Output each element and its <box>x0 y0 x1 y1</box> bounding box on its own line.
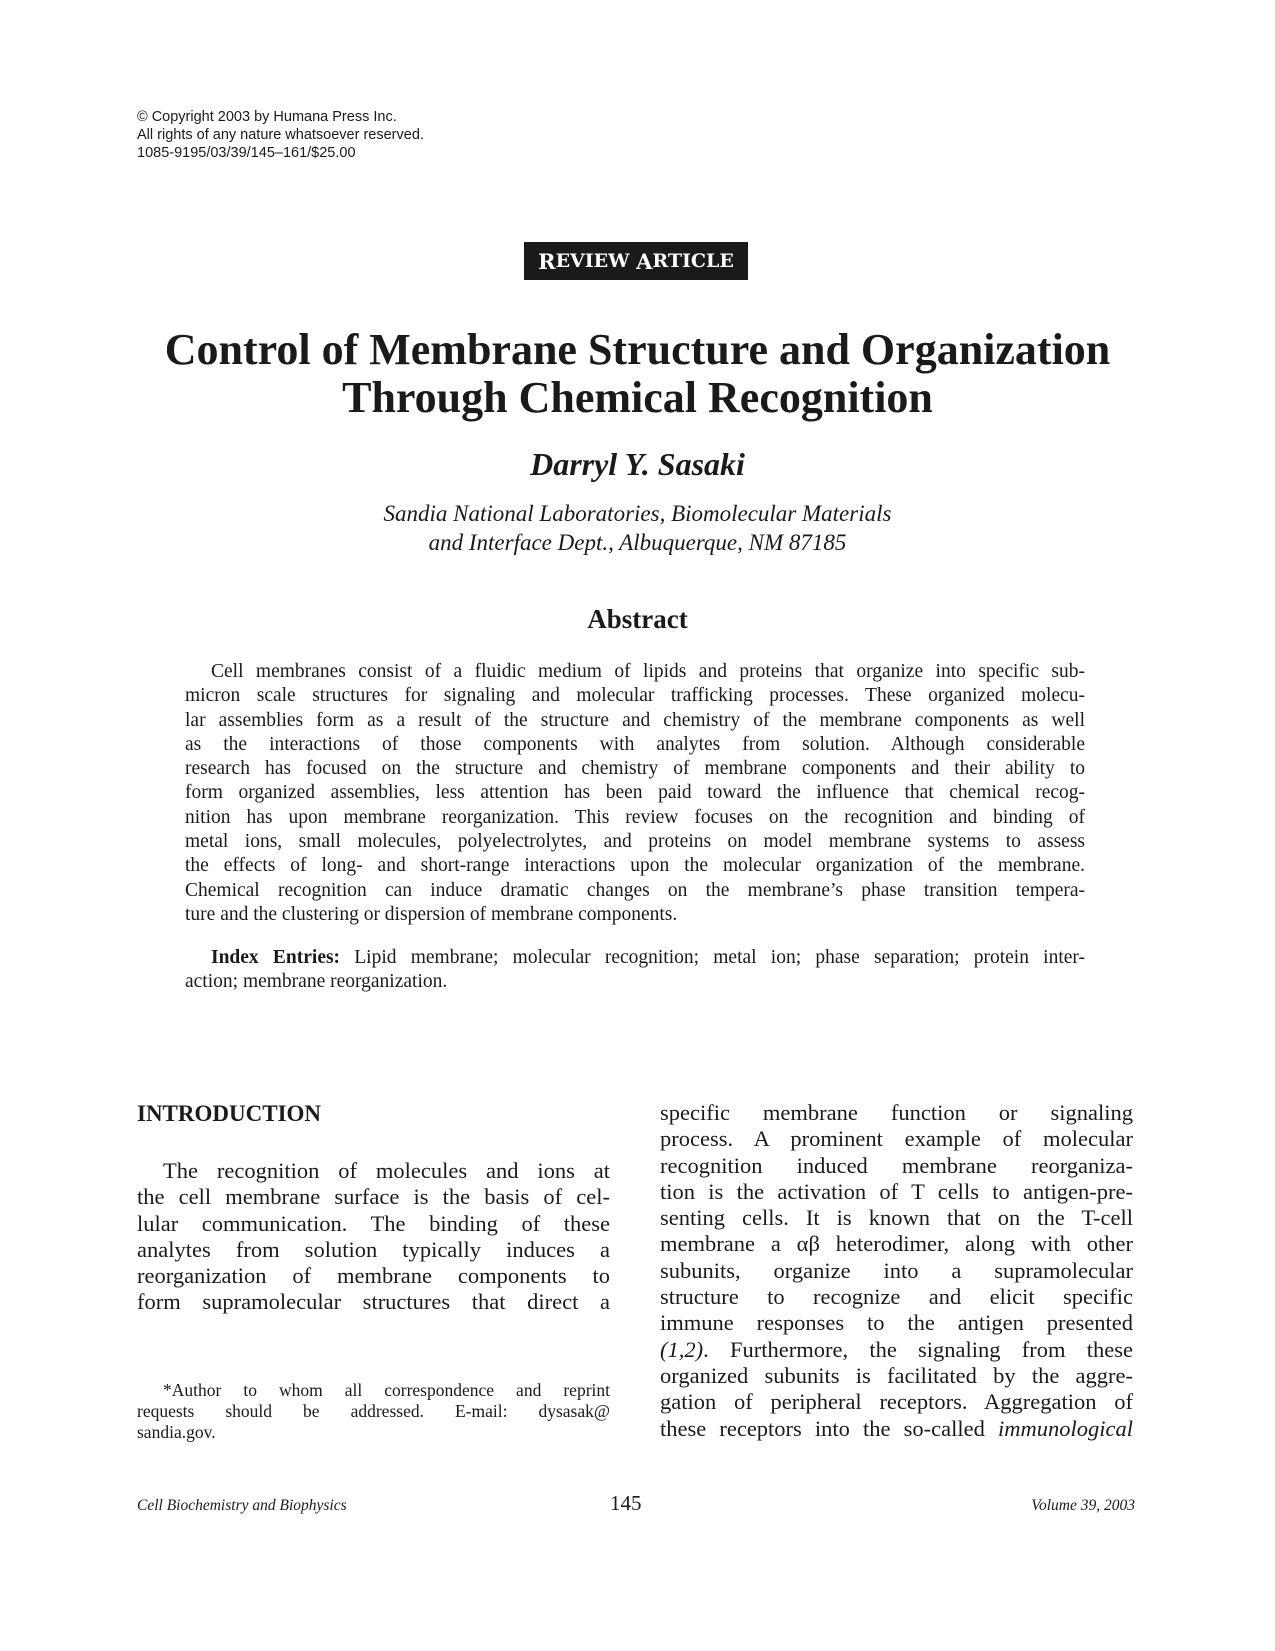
abstract-line: as the interactions of those components with analytes from solution. Although considerable <box>185 733 1085 755</box>
abstract-line: Chemical recognition can induce dramatic changes on the membrane’s phase transition tempera- <box>185 879 1085 901</box>
body-line: reorganization of membrane components to <box>137 1263 610 1289</box>
author-affiliation <box>100 499 1175 557</box>
abstract-heading: Abstract <box>587 604 688 634</box>
citation-ref: (1,2) <box>660 1336 704 1362</box>
badge-article-rest: RTICLE <box>652 250 734 272</box>
abstract-line: research has focused on the structure and chemistry of membrane components and their ability to <box>185 758 1085 780</box>
body-line: analytes from solution typically induces a <box>137 1236 610 1262</box>
abstract-line: the effects of long- and short-range interactions upon the molecular organization of the membrane. <box>185 855 1085 877</box>
body-line-start: these receptors into the so-called <box>660 1415 998 1441</box>
footer-volume: Volume 39, 2003 <box>1031 1497 1135 1514</box>
index-text-1: Lipid membrane; molecular recognition; metal ion; phase separation; protein inter- <box>340 947 1085 968</box>
abstract-body <box>185 660 1085 927</box>
paper-title <box>100 326 1175 422</box>
body-line: specific membrane function or signaling <box>660 1100 1133 1125</box>
body-line: the cell membrane surface is the basis of cel- <box>137 1184 610 1210</box>
body-line: recognition induced membrane reorganiza- <box>660 1152 1133 1178</box>
body-line-rest: . Furthermore, the signaling from these <box>703 1336 1133 1362</box>
badge-initial-r: R <box>538 248 556 274</box>
badge-initial-a: A <box>636 248 653 274</box>
body-line-with-italic <box>660 1416 1133 1442</box>
body-line: membrane a αβ heterodimer, along with other <box>660 1231 1133 1257</box>
body-line: The recognition of molecules and ions at <box>163 1158 610 1183</box>
copyright-line: © Copyright 2003 by Humana Press Inc. <box>137 109 397 125</box>
abstract-line: micron scale structures for signaling and molecular trafficking processes. These organized molecu- <box>185 685 1085 707</box>
body-line: structure to recognize and elicit specific <box>660 1284 1133 1310</box>
issn-line: 1085-9195/03/39/145–161/$25.00 <box>137 145 356 161</box>
body-line: tion is the activation of T cells to antigen-pre- <box>660 1178 1133 1204</box>
abstract-line: nition has upon membrane reorganization. This review focuses on the recognition and binding of <box>185 806 1085 828</box>
article-type-badge <box>524 242 748 280</box>
copyright-notice <box>137 108 424 162</box>
index-label: Index Entries: <box>211 947 341 968</box>
index-line-1 <box>185 946 1085 970</box>
introduction-left-column <box>137 1158 610 1316</box>
body-line: lular communication. The binding of these <box>137 1210 610 1236</box>
section-heading-introduction: INTRODUCTION <box>137 1101 322 1126</box>
body-line: subunits, organize into a supramolecular <box>660 1257 1133 1283</box>
rights-line: All rights of any nature whatsoever reserved. <box>137 127 424 143</box>
abstract-line: ture and the clustering or dispersion of membrane components. <box>185 903 678 925</box>
body-line: immune responses to the antigen presented <box>660 1310 1133 1336</box>
body-line: process. A prominent example of molecular <box>660 1126 1133 1152</box>
body-line: organized subunits is facilitated by the aggre- <box>660 1362 1133 1388</box>
footer-page-number: 145 <box>610 1491 642 1515</box>
title-line-1: Control of Membrane Structure and Organization <box>164 325 1111 374</box>
introduction-right-column <box>660 1100 1133 1442</box>
badge-review-rest: EVIEW <box>555 250 630 272</box>
index-entries <box>185 946 1085 995</box>
abstract-line: Cell membranes consist of a fluidic medium of lipids and proteins that organize into specific sub- <box>211 661 1085 682</box>
footnote-line: *Author to whom all correspondence and reprint <box>163 1380 610 1400</box>
footer-journal-name: Cell Biochemistry and Biophysics <box>137 1497 347 1514</box>
body-line-with-citation <box>660 1337 1133 1363</box>
footnote-line: sandia.gov. <box>137 1422 216 1442</box>
abstract-line: metal ions, small molecules, polyelectrolytes, and proteins on model membrane systems to assess <box>185 831 1085 853</box>
italic-term: immunological <box>998 1415 1133 1441</box>
body-line: form supramolecular structures that direct a <box>137 1289 610 1315</box>
author-name: Darryl Y. Sasaki <box>530 446 745 482</box>
footnote-line: requests should be addressed. E-mail: dysasak@ <box>137 1401 610 1421</box>
abstract-line: lar assemblies form as a result of the structure and chemistry of the membrane components as well <box>185 709 1085 731</box>
abstract-line: form organized assemblies, less attention has been paid toward the influence that chemical recog- <box>185 782 1085 804</box>
affiliation-line-2: and Interface Dept., Albuquerque, NM 87185 <box>428 530 847 555</box>
body-line: senting cells. It is known that on the T-cell <box>660 1205 1133 1231</box>
affiliation-line-1: Sandia National Laboratories, Biomolecular Materials <box>383 501 892 526</box>
body-line: gation of peripheral receptors. Aggregation of <box>660 1389 1133 1415</box>
index-line-2: action; membrane reorganization. <box>185 971 448 993</box>
author-footnote <box>137 1380 610 1443</box>
title-line-2: Through Chemical Recognition <box>342 373 933 422</box>
